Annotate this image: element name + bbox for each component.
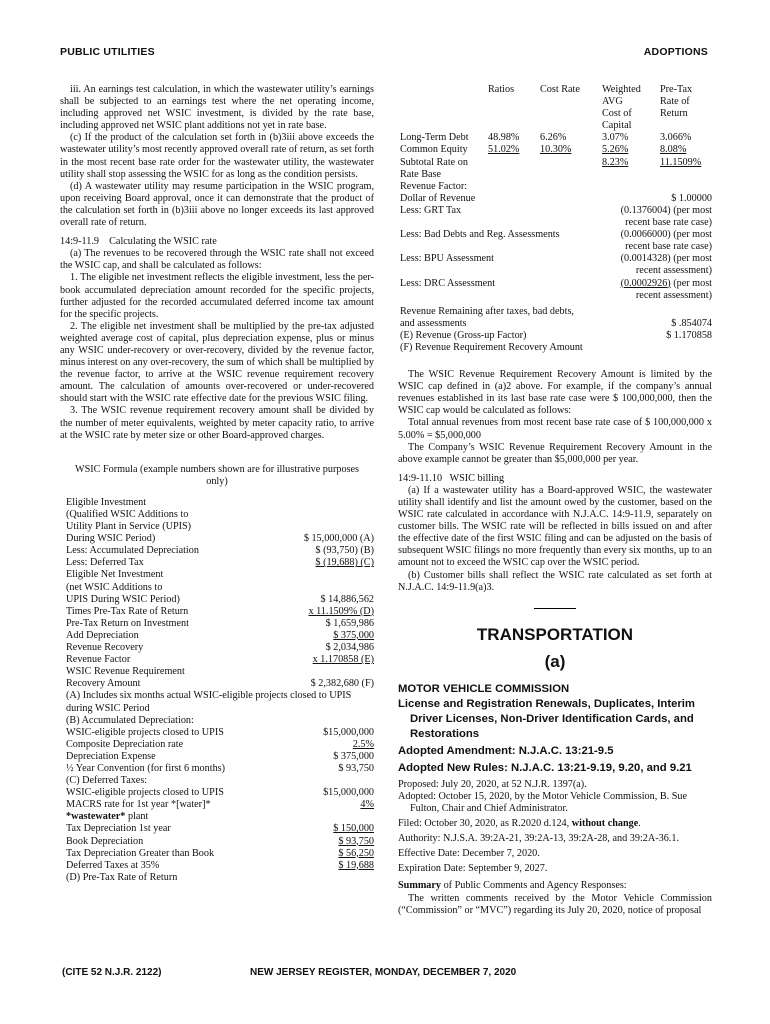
formula-row: Less: Deferred Tax $ (19,688) (C): [66, 557, 374, 569]
paragraph: 2. The eligible net investment shall be multiplied by the pre-tax adjusted weighted average cost of capital, plus depreciation expense, plus or minus any WSIC under-recovery or over-recovery, divided by the revenue factor, minus interest on any over-recovery, the sum of which shall be multiplied by the revenue factor, to arrive at the WSIC revenue requirement recovery amount. The calculation of amounts over-recovered or under-recovered should start with the WSIC rate effective date for the previous WSIC filing.: [60, 320, 374, 405]
formula-line: (B) Accumulated Depreciation:: [66, 714, 194, 726]
formula-row: Tax Depreciation Greater than Book $ 56,250: [66, 847, 374, 859]
table-row: Common Equity 51.02% 10.30% 5.26% 8.08%: [400, 144, 687, 156]
formula-row: Recovery Amount $ 2,382,680 (F): [66, 678, 374, 690]
revenue-row: Less: Bad Debts and Reg. Assessments (0.0066000) (per most recent base rate case): [400, 229, 712, 253]
formula-row: Composite Depreciation rate 2.5%: [66, 738, 374, 750]
section-heading: 14:9-11.10 WSIC billing: [398, 472, 505, 484]
formula-line: Utility Plant in Service (UPIS): [66, 521, 192, 533]
formula-row: WSIC-eligible projects closed to UPIS $15,000,000: [66, 726, 374, 738]
formula-row: Depreciation Expense $ 375,000: [66, 750, 374, 762]
revenue-factor-title: Revenue Factor:: [400, 180, 468, 192]
expiration-date: Expiration Date: September 9, 2027.: [398, 863, 548, 875]
adopted-amendment: Adopted Amendment: N.J.A.C. 13:21-9.5: [398, 744, 614, 757]
revenue-factor: [398, 181, 712, 354]
formula-row: MACRS rate for 1st year *[water]* 4%: [66, 799, 374, 811]
department-heading: TRANSPORTATION: [476, 624, 634, 644]
wsic-formula: [60, 497, 374, 884]
formula-row: Book Depreciation $ 93,750: [66, 835, 374, 847]
formula-line: (net WSIC Additions to: [66, 581, 163, 593]
paragraph: Total annual revenues from most recent base rate case of $ 100,000,000 x 5.00% = $5,000,000: [398, 417, 712, 441]
formula-row: ½ Year Convention (for first 6 months) $ 93,750: [66, 762, 374, 774]
formula-line: (Qualified WSIC Additions to: [66, 509, 189, 520]
formula-row: Less: Accumulated Depreciation $ (93,750) (B): [66, 545, 374, 557]
filed-line: Filed: October 30, 2020, as R.2020 d.124, without change.: [398, 818, 641, 830]
authority-line: Authority: N.J.S.A. 39:2A-21, 39:2A-13, 39:2A-28, and 39:2A-36.1.: [398, 833, 679, 845]
paragraph: 3. The WSIC revenue requirement recovery amount shall be divided by the number of meter equivalents, weighted by meter capacity ratio, to arrive at the WSIC rate by meter size or other Board-approved charges.: [60, 405, 374, 441]
formula-line: (C) Deferred Taxes:: [66, 775, 148, 787]
table-row: Subtotal Rate on Rate Base 8.23% 11.1509%: [400, 156, 702, 180]
formula-note: (A) Includes six months actual WSIC-eligible projects closed to UPIS during WSIC Period: [66, 690, 352, 714]
paragraph: The WSIC Revenue Requirement Recovery Amount is limited by the WSIC cap defined in (a)2 above. For example, if the company’s annual revenues established in its last base rate case were $ 100,000,000, then the WSIC cap would be calculated as follows:: [398, 369, 712, 417]
formula-line: Eligible Investment: [66, 496, 147, 508]
adopted-new-rules: Adopted New Rules: N.J.A.C. 13:21-9.19, 9.20, and 9.21: [398, 761, 692, 774]
formula-row: During WSIC Period) $ 15,000,000 (A): [66, 533, 374, 545]
paragraph: (b) Customer bills shall reflect the WSIC rate calculated as set forth at N.J.A.C. 14:9-11.9(a)3.: [398, 569, 712, 593]
revenue-row: Less: BPU Assessment (0.0014328) (per most recent assessment): [400, 253, 712, 277]
agency-name: MOTOR VEHICLE COMMISSION: [398, 682, 570, 695]
notice-letter: (a): [544, 651, 566, 671]
paragraph: (c) If the product of the calculation set forth in (b)3iii above exceeds the wastewater utility’s most recently approved overall rate of return, as set forth in the most recent base rate order for the wastewater utility, the wastewater utility shall stop assessing the WSIC for as long as the condition persists.: [60, 132, 375, 180]
revenue-row: Less: GRT Tax (0.1376004) (per most recent base rate case): [400, 204, 712, 229]
running-header-right: ADOPTIONS: [643, 46, 708, 58]
effective-date: Effective Date: December 7, 2020.: [398, 848, 540, 860]
footer-citation: (CITE 52 N.J.R. 2122): [62, 967, 162, 978]
formula-row: Add Depreciation $ 375,000: [66, 629, 374, 641]
paragraph: The written comments received by the Motor Vehicle Commission (“Commission” or “MVC”) regarding its July 20, 2020, notice of proposal: [398, 892, 712, 916]
formula-line: *wastewater* plant: [66, 811, 149, 823]
revenue-row: Dollar of Revenue $ 1.00000: [400, 192, 712, 204]
running-header-left: PUBLIC UTILITIES: [60, 46, 155, 58]
paragraph: (d) A wastewater utility may resume participation in the WSIC program, upon receiving Board approval, once it can demonstrate that the product of the calculation set forth in (b)3iii above no longer exceeds its last approved overall rate of return.: [60, 180, 374, 229]
paragraph: (a) If a wastewater utility has a Board-approved WSIC, the wastewater utility shall identify and list the amount owed by the customer, based on the WSIC rate calculated in accordance with N.J.A.C. 14:9-11.9, separately on customer bills. The WSIC rate will be reflected in bills issued on and after the effective date of the first WSIC filing and can be adjusted on the basis of subsequent WSIC filings no more frequently than every six months, up to an amount not to exceed the WSIC cap over the WSIC period.: [398, 484, 712, 569]
formula-row: Revenue Recovery $ 2,034,986: [66, 642, 374, 654]
rule-title: License and Registration Renewals, Duplicates, Interim Driver Licenses, Non-Driver Identification Cards, and Restorations: [398, 697, 695, 740]
paragraph: (a) The revenues to be recovered through the WSIC rate shall not exceed the WSIC cap, and shall be calculated as follows:: [60, 248, 374, 272]
formula-row: WSIC-eligible projects closed to UPIS $15,000,000: [66, 787, 374, 799]
section-divider: [534, 608, 576, 609]
revenue-line: (F) Revenue Requirement Recovery Amount: [400, 341, 583, 353]
formula-line: WSIC Revenue Requirement: [66, 666, 185, 678]
formula-row: Revenue Factor x 1.170858 (E): [66, 654, 374, 666]
paragraph: iii. An earnings test calculation, in which the wastewater utility’s earnings shall be subjected to an earnings test where the net operating income, including approved net WSIC investment, is divided by the rate base, including approved net WSIC plant additions not yet in rate base.: [60, 84, 374, 132]
left-column: [60, 84, 374, 884]
formula-row: Deferred Taxes at 35% $ 19,688: [66, 859, 374, 871]
table-row: Long-Term Debt 48.98% 6.26% 3.07% 3.066%: [400, 132, 692, 144]
paragraph: The Company’s WSIC Revenue Requirement Recovery Amount in the above example cannot be greater than $5,000,000 per year.: [398, 441, 712, 465]
summary-heading: Summary of Public Comments and Agency Responses:: [398, 880, 627, 892]
formula-line: (D) Pre-Tax Rate of Return: [66, 871, 178, 883]
adopted-line: Adopted: October 15, 2020, by the Motor Vehicle Commission, B. Sue Fulton, Chair and Chief Administrator.: [398, 790, 687, 814]
footer-register: NEW JERSEY REGISTER, MONDAY, DECEMBER 7, 2020: [250, 967, 517, 978]
formula-row: Tax Depreciation 1st year $ 150,000: [66, 823, 374, 835]
revenue-line: Revenue Remaining after taxes, bad debts,: [400, 305, 574, 317]
revenue-row: and assessments $ .854074: [400, 317, 712, 329]
formula-row: UPIS During WSIC Period) $ 14,886,562: [66, 593, 374, 605]
revenue-row: (E) Revenue (Gross-up Factor) $ 1.170858: [400, 329, 712, 341]
revenue-row: Less: DRC Assessment (0.0002926) (per most recent assessment): [400, 277, 712, 301]
section-heading: 14:9-11.9 Calculating the WSIC rate: [60, 236, 217, 248]
formula-title: WSIC Formula (example numbers shown are for illustrative purposes only): [74, 463, 360, 487]
table-header-row: Ratios Cost Rate Weighted AVG Cost of Capital Pre-Tax Rate of Return: [488, 84, 693, 132]
right-column: [398, 84, 712, 917]
formula-line: Eligible Net Investment: [66, 569, 164, 581]
paragraph: 1. The eligible net investment reflects the eligible investment, less the per-book accumulated depreciation amount recorded for the specific projects, further adjusted for the recorded accumulated deferred income tax amount for the specific projects.: [60, 272, 374, 320]
proposed-line: Proposed: July 20, 2020, at 52 N.J.R. 1397(a).: [398, 778, 587, 790]
cost-of-capital-table: [398, 84, 712, 181]
formula-row: Pre-Tax Return on Investment $ 1,659,986: [66, 617, 374, 629]
formula-row: Times Pre-Tax Rate of Return x 11.1509% (D): [66, 605, 374, 617]
